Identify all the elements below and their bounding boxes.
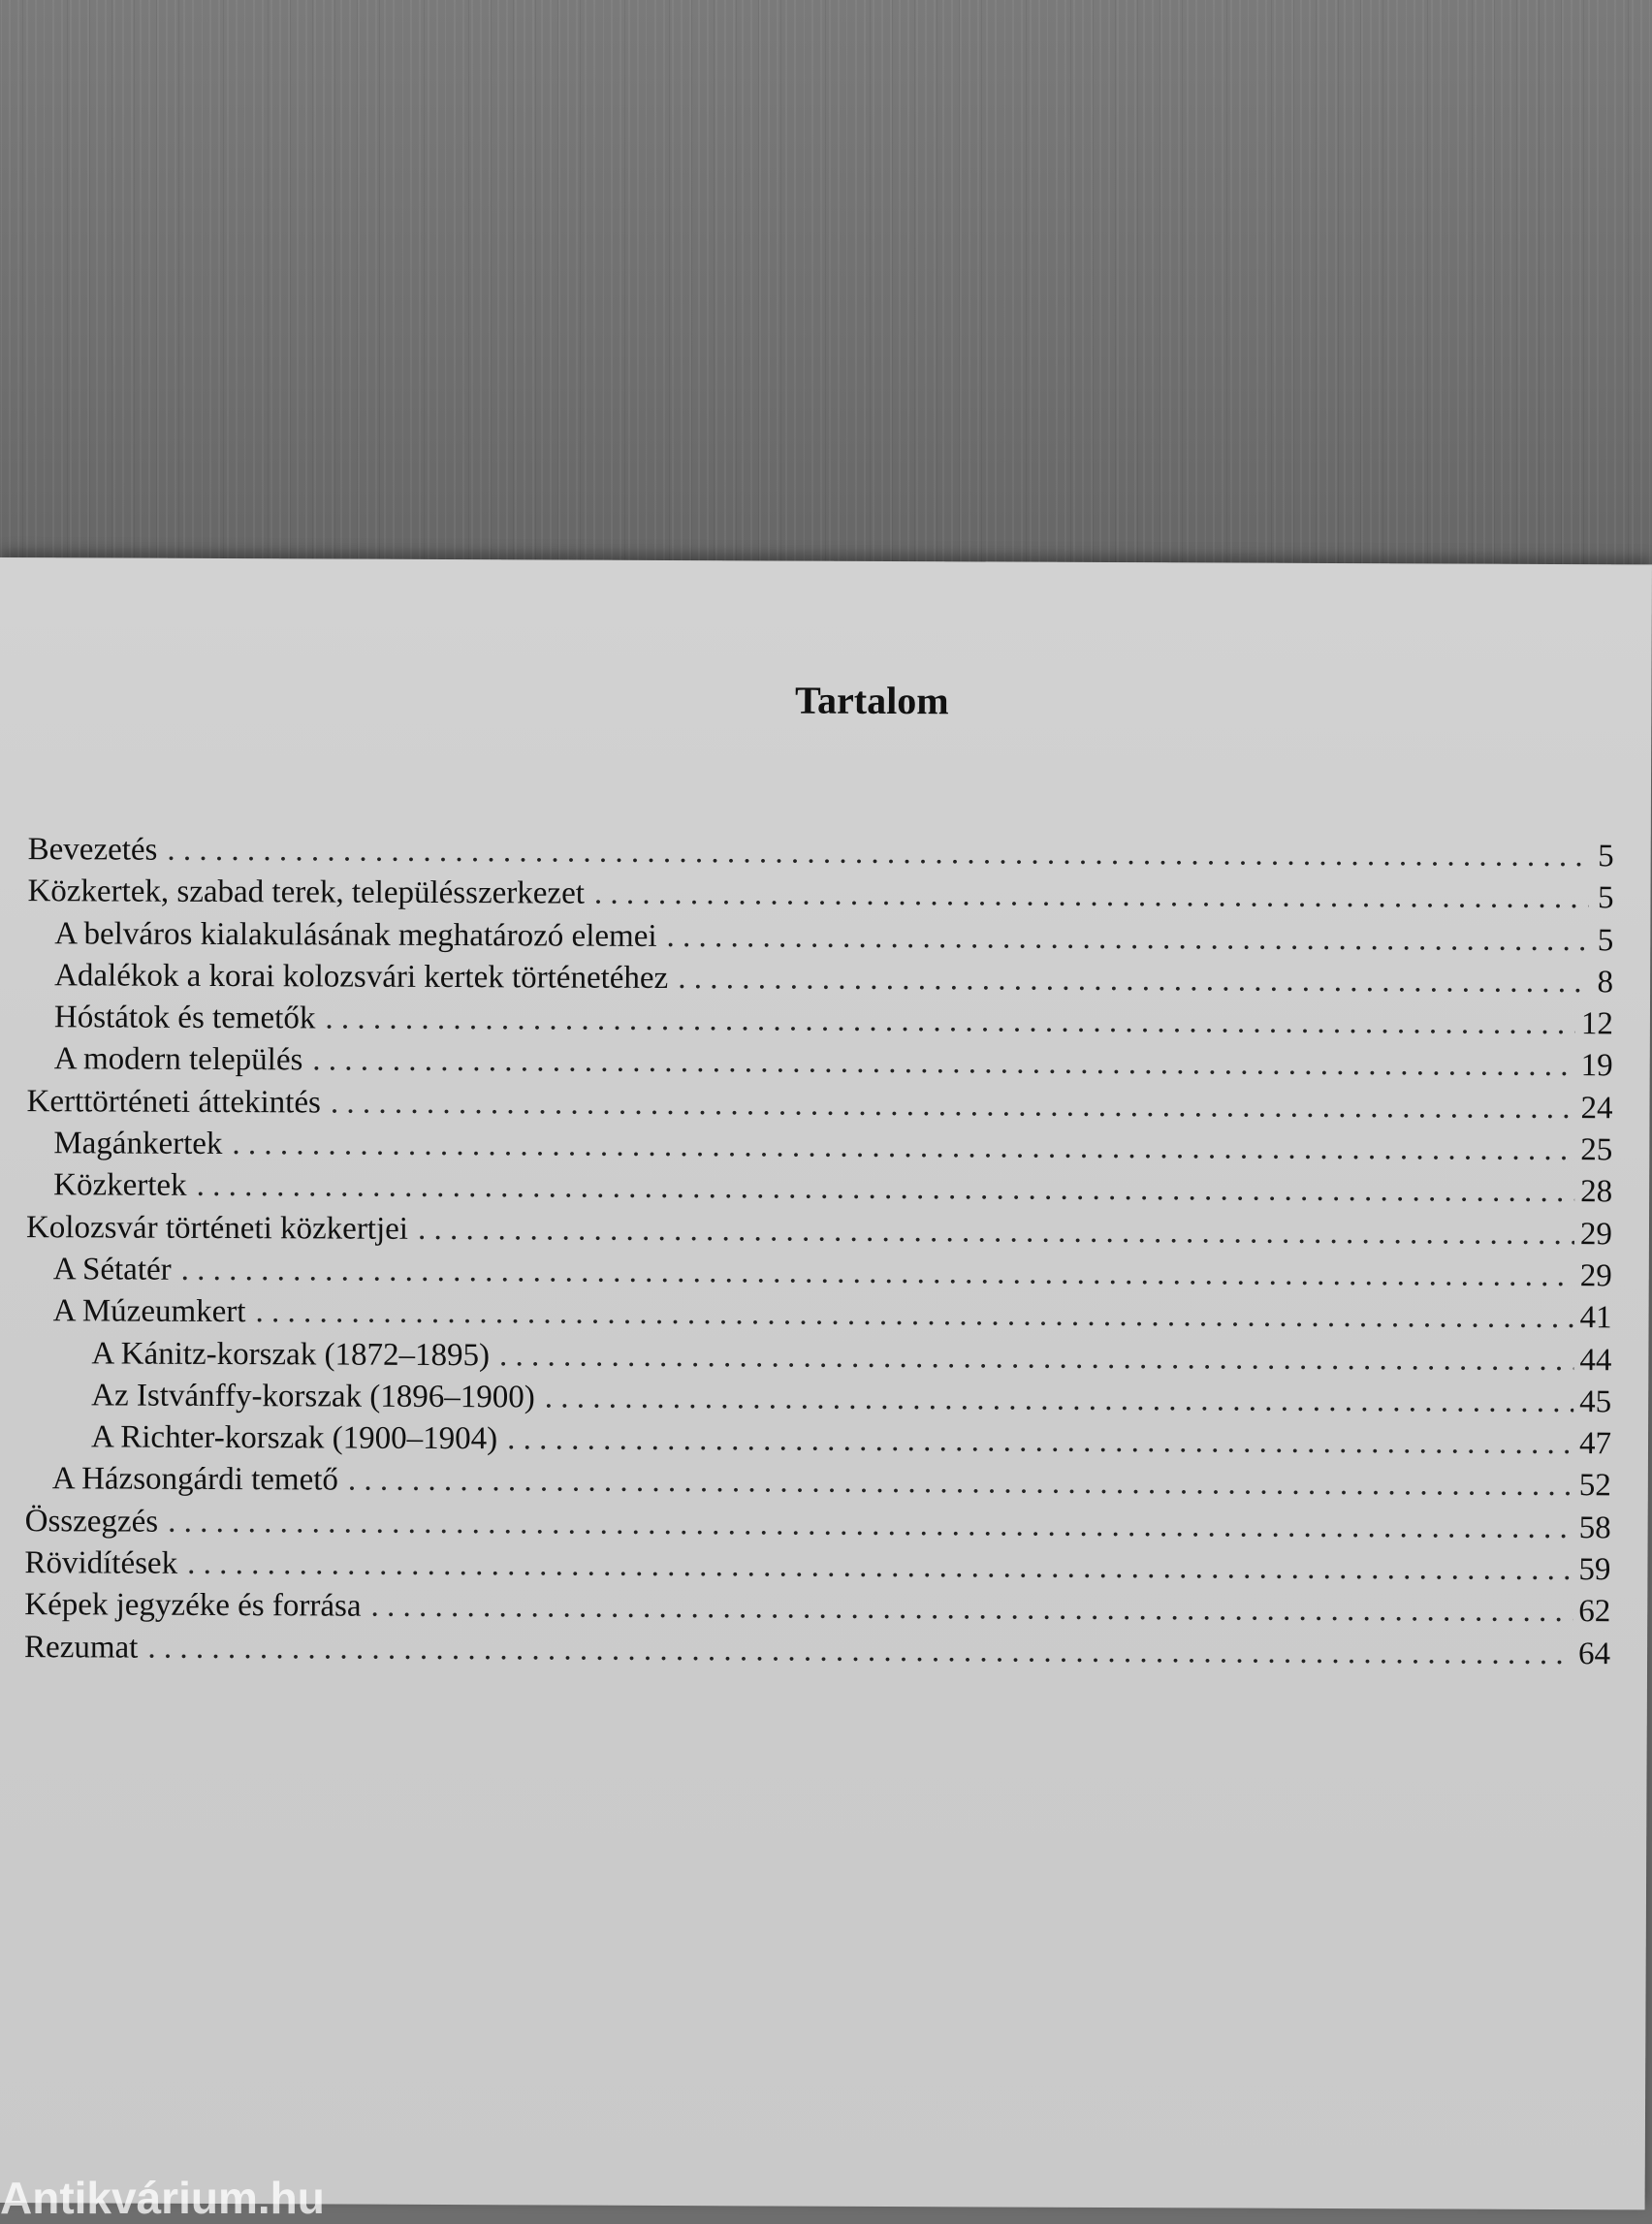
- toc-entry: [26, 1167, 1612, 1216]
- toc-entry-page: 41: [1579, 1300, 1612, 1336]
- toc-entry-page: 5: [1597, 922, 1614, 958]
- toc-entry-title: Hóstátok és temetők: [53, 1000, 316, 1036]
- toc-entry-page: 29: [1579, 1216, 1613, 1252]
- toc-entry-page: 25: [1580, 1132, 1613, 1168]
- toc-entry-page: 8: [1597, 965, 1614, 1001]
- toc-entry: [27, 874, 1613, 922]
- toc-entry-page: 47: [1578, 1426, 1612, 1462]
- toc-dot-leader: [167, 833, 1588, 874]
- toc-entry: [25, 1336, 1611, 1384]
- toc-entry: [27, 1000, 1613, 1048]
- toc-entry-title: Kerttörténeti áttekintés: [26, 1083, 321, 1121]
- toc-entry-title: A Sétatér: [52, 1252, 172, 1287]
- toc-entry-title: Rezumat: [24, 1629, 139, 1666]
- toc-entry-page: 29: [1579, 1258, 1612, 1294]
- toc-dot-leader: [594, 876, 1589, 916]
- toc-entry-title: Közkertek: [53, 1167, 187, 1204]
- toc-entry: [26, 1252, 1612, 1300]
- toc-entry-page: 12: [1580, 1006, 1613, 1042]
- toc-entry: [27, 1042, 1613, 1091]
- toc-entry-title: A Múzeumkert: [52, 1293, 246, 1330]
- toc-dot-leader: [678, 961, 1588, 1001]
- toc-entry: [24, 1630, 1610, 1678]
- toc-entry-page: 19: [1580, 1048, 1613, 1084]
- toc-dot-leader: [325, 1001, 1575, 1043]
- toc-entry-page: 58: [1578, 1509, 1611, 1546]
- toc-dot-leader: [168, 1505, 1573, 1546]
- toc-entry-title: A belváros kialakulásának meghatározó elemei: [54, 915, 657, 954]
- toc-entry-title: A Házsongárdi temető: [51, 1461, 339, 1498]
- toc-entry-page: 5: [1598, 839, 1614, 874]
- toc-entry-title: Kolozsvár történeti közkertjei: [25, 1209, 409, 1247]
- toc-dot-leader: [666, 919, 1588, 959]
- toc-entry-title: Képek jegyzéke és forrása: [24, 1587, 362, 1624]
- table-of-contents: [24, 832, 1614, 1678]
- toc-entry: [27, 958, 1613, 1006]
- toc-dot-leader: [507, 1421, 1573, 1462]
- toc-entry-page: 64: [1578, 1636, 1611, 1671]
- toc-dot-leader: [331, 1085, 1575, 1127]
- toc-dot-leader: [181, 1253, 1574, 1294]
- toc-entry-title: Magánkertek: [53, 1126, 223, 1162]
- toc-entry-page: 24: [1580, 1090, 1613, 1127]
- toc-dot-leader: [499, 1338, 1574, 1379]
- toc-dot-leader: [545, 1380, 1574, 1420]
- watermark-logo: Antikvárium.hu: [0, 2173, 325, 2223]
- toc-dot-leader: [348, 1463, 1573, 1505]
- toc-entry-page: 5: [1597, 880, 1614, 916]
- toc-entry: [24, 1545, 1610, 1594]
- page-title: Tartalom: [795, 678, 949, 723]
- toc-dot-leader: [370, 1589, 1573, 1630]
- toc-entry: [25, 1462, 1611, 1510]
- toc-entry-title: A Kánitz-korszak (1872–1895): [91, 1335, 491, 1373]
- toc-entry-title: A Richter-korszak (1900–1904): [90, 1419, 498, 1457]
- toc-dot-leader: [147, 1630, 1573, 1671]
- toc-entry-page: 59: [1578, 1552, 1611, 1588]
- toc-entry: [27, 916, 1613, 965]
- toc-entry: [26, 1084, 1612, 1132]
- toc-entry-title: Összegzés: [24, 1503, 159, 1540]
- toc-dot-leader: [197, 1168, 1575, 1210]
- toc-entry-title: Közkertek, szabad terek, településszerkezet: [27, 874, 586, 911]
- toc-entry-page: 62: [1578, 1594, 1611, 1630]
- toc-entry-title: Bevezetés: [27, 832, 158, 868]
- toc-entry-page: 45: [1579, 1383, 1612, 1420]
- toc-entry: [25, 1419, 1611, 1468]
- toc-entry: [25, 1293, 1611, 1342]
- toc-entry: [26, 1210, 1612, 1258]
- toc-entry-title: Rövidítések: [24, 1545, 178, 1581]
- toc-dot-leader: [418, 1212, 1574, 1253]
- toc-entry: [25, 1378, 1611, 1426]
- toc-dot-leader: [232, 1127, 1574, 1168]
- toc-dot-leader: [255, 1294, 1573, 1336]
- toc-dot-leader: [187, 1546, 1573, 1588]
- toc-entry-page: 52: [1578, 1468, 1611, 1504]
- toc-entry-title: A modern település: [53, 1041, 303, 1078]
- toc-entry-page: 28: [1580, 1174, 1613, 1210]
- desk-background: [0, 0, 1652, 582]
- toc-entry-title: Adalékok a korai kolozsvári kertek történetéhez: [54, 958, 669, 996]
- toc-entry: [25, 1504, 1611, 1552]
- toc-dot-leader: [312, 1043, 1575, 1085]
- toc-entry: [24, 1587, 1610, 1636]
- book-page: [0, 557, 1652, 2209]
- toc-entry: [28, 832, 1614, 880]
- toc-entry: [26, 1126, 1612, 1174]
- toc-entry-title: Az Istvánffy-korszak (1896–1900): [91, 1378, 535, 1415]
- toc-entry-page: 44: [1579, 1342, 1612, 1378]
